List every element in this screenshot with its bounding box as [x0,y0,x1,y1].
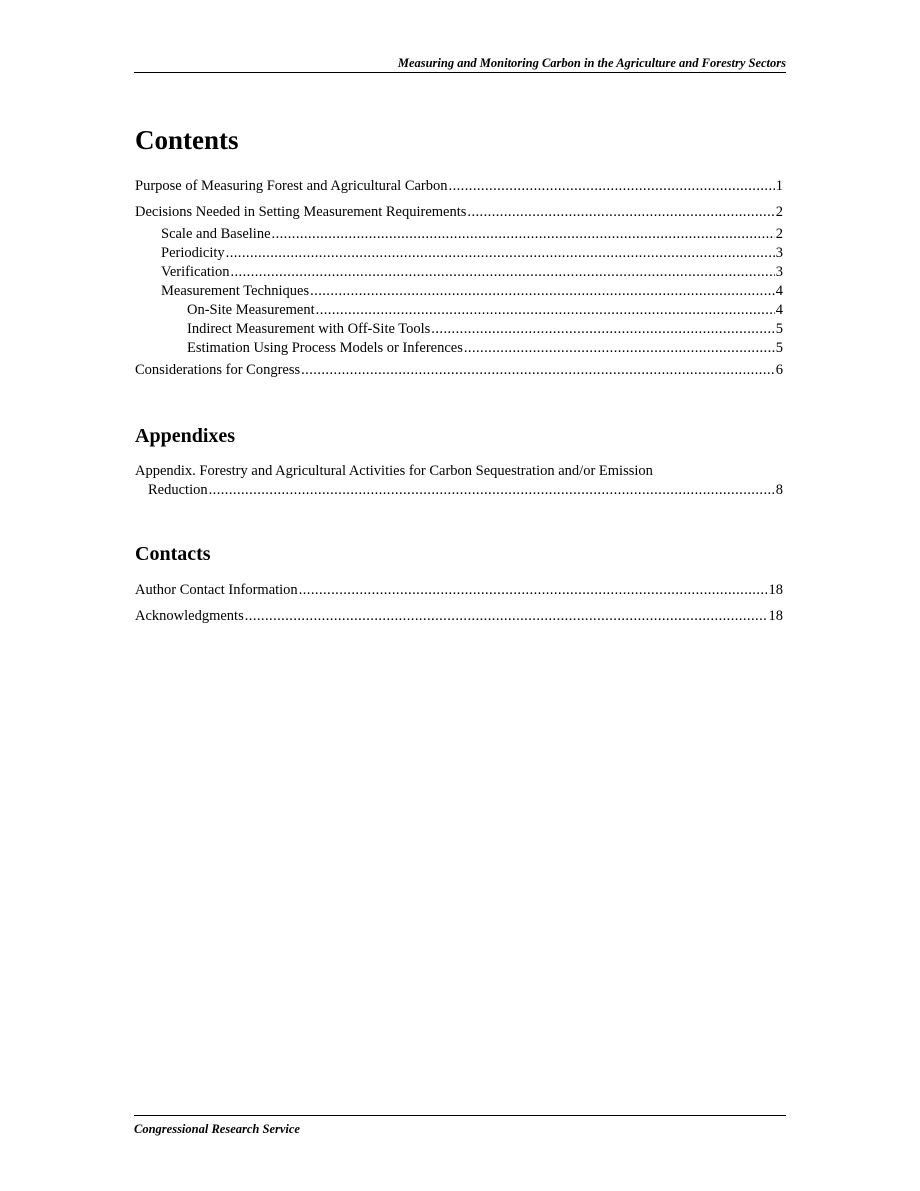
toc-leader-dots [449,177,775,196]
toc-leader-dots [431,320,774,339]
toc-entry-page: 5 [775,340,783,356]
toc-entry-label-line1: Appendix. Forestry and Agricultural Activities for Carbon Sequestration and/or Emission [135,463,653,479]
toc-entry[interactable] [135,263,783,282]
toc-leader-dots [316,301,775,320]
toc-entry-page: 1 [775,178,783,194]
toc-leader-dots [226,244,775,263]
contents-heading: Contents [135,125,239,155]
contents-list [135,177,783,387]
toc-entry-label: On-Site Measurement [187,302,315,318]
toc-entry-page: 3 [775,245,783,261]
toc-leader-dots [272,225,775,244]
toc-entry-label-line2: Reduction [148,482,208,498]
toc-entry[interactable] [135,361,783,380]
toc-leader-dots [209,481,775,500]
toc-entry-page: 2 [775,204,783,220]
toc-entry[interactable] [135,225,783,244]
appendixes-list [135,462,783,500]
toc-entry[interactable] [135,339,783,358]
toc-leader-dots [467,203,774,222]
toc-entry-page: 5 [775,321,783,337]
toc-entry-label: Verification [161,264,230,280]
toc-entry-label: Scale and Baseline [161,226,271,242]
toc-leader-dots [301,361,775,380]
contacts-heading: Contacts [135,543,211,565]
toc-leader-dots [310,282,775,301]
toc-entry[interactable] [135,301,783,320]
toc-entry-label: Estimation Using Process Models or Inferences [187,340,463,356]
toc-entry[interactable] [135,282,783,301]
toc-entry-label: Measurement Techniques [161,283,310,299]
toc-entry[interactable] [135,581,783,600]
toc-entry-label: Considerations for Congress [135,362,301,378]
toc-entry-label: Purpose of Measuring Forest and Agricultural Carbon [135,178,448,194]
running-header: Measuring and Monitoring Carbon in the Agriculture and Forestry Sectors [134,55,786,73]
toc-leader-dots [464,339,775,358]
toc-entry-label: Indirect Measurement with Off-Site Tools [187,321,431,337]
toc-entry-label: Periodicity [161,245,225,261]
toc-entry-page: 3 [775,264,783,280]
toc-leader-dots [230,263,774,282]
toc-entry-label: Acknowledgments [135,608,244,624]
toc-entry[interactable] [135,462,783,500]
toc-leader-dots [299,581,768,600]
contacts-list [135,581,783,633]
toc-entry-label: Author Contact Information [135,582,298,598]
toc-entry[interactable] [135,320,783,339]
toc-entry-page: 18 [768,582,783,598]
toc-entry-page: 18 [768,608,783,624]
toc-entry[interactable] [135,203,783,222]
toc-entry[interactable] [135,244,783,263]
toc-entry[interactable] [135,607,783,626]
toc-entry-page: 4 [775,302,783,318]
toc-entry[interactable] [135,177,783,196]
toc-entry-page: 2 [775,226,783,242]
toc-entry-page: 4 [775,283,783,299]
toc-entry-page: 6 [775,362,783,378]
page-footer: Congressional Research Service [134,1115,786,1137]
toc-entry-label: Decisions Needed in Setting Measurement Requirements [135,204,467,220]
appendixes-heading: Appendixes [135,425,236,447]
toc-entry-page: 8 [775,482,783,498]
toc-leader-dots [245,607,768,626]
